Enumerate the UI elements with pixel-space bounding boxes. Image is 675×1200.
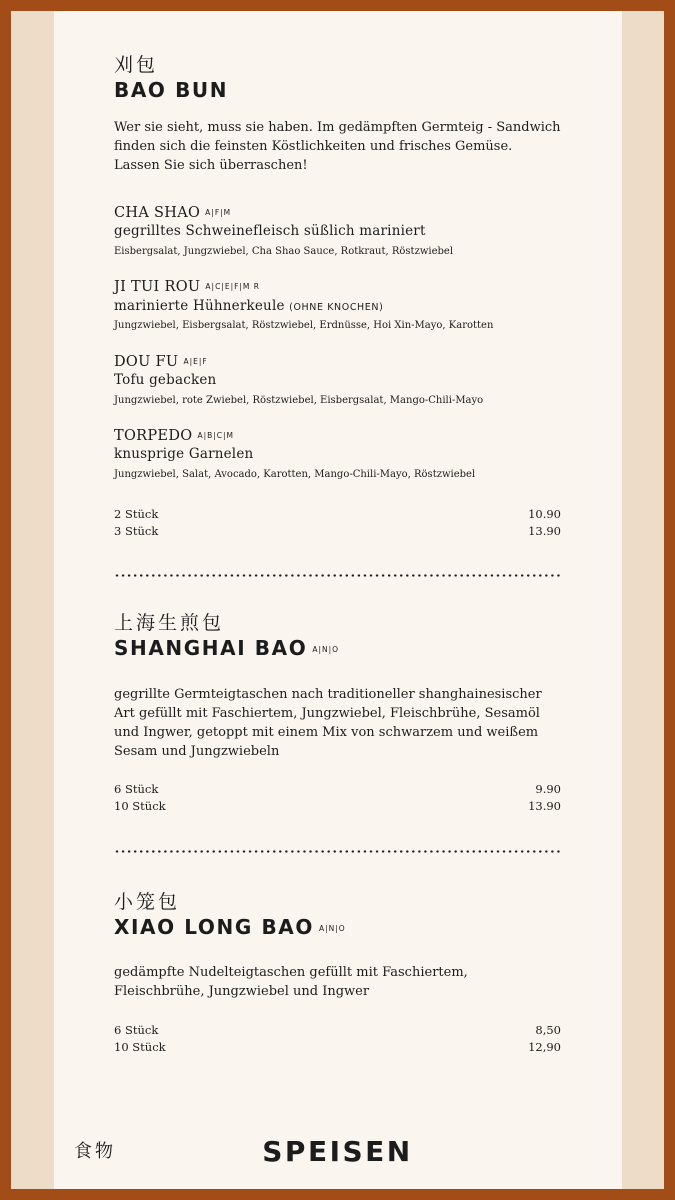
xiao-long-bao-title-text: XIAO LONG BAO: [114, 915, 314, 939]
shanghai-bao-title-text: SHANGHAI BAO: [114, 636, 308, 660]
menu-item-ingredients: Jungzwiebel, Eisbergsalat, Röstzwiebel, Erdnüsse, Hoi Xin-Mayo, Karotten: [114, 320, 494, 331]
bao-bun-title-text: BAO BUN: [114, 78, 229, 102]
item-name-text: CHA SHAO: [114, 205, 201, 221]
price-row: [114, 509, 561, 521]
xiao-long-bao-title: [114, 917, 346, 937]
price-value: 9.90: [535, 782, 561, 796]
menu-item-name: [114, 280, 260, 295]
xiao-long-bao-chinese-title: 小笼包: [114, 891, 181, 913]
price-row: [114, 784, 561, 796]
xiao-long-bao-description: gedämpfte Nudelteigtaschen gefüllt mit Faschiertem, Fleischbrühe, Jungzwiebel und Ingwer: [114, 965, 468, 999]
menu-item-ingredients: Jungzwiebel, Salat, Avocado, Karotten, Mango-Chili-Mayo, Röstzwiebel: [114, 469, 476, 480]
item-desc-text: gegrilltes Schweinefleisch süßlich mariniert: [114, 223, 426, 239]
allergen-codes: A|N|O: [318, 923, 346, 933]
bao-bun-title: [114, 80, 228, 100]
menu-item-ingredients: Eisbergsalat, Jungzwiebel, Cha Shao Sauce, Rotkraut, Röstzwiebel: [114, 246, 454, 257]
price-value: 13.90: [528, 799, 561, 813]
allergen-codes: A|B|C|M: [197, 431, 235, 441]
menu-item-description: [114, 374, 216, 388]
price-row: [114, 801, 561, 813]
allergen-codes: A|C|E|F|M R: [205, 282, 260, 292]
price-value: 8,50: [535, 1023, 561, 1037]
price-value: 10.90: [528, 507, 561, 521]
allergen-codes: A|N|O: [312, 644, 340, 654]
price-row: [114, 526, 561, 538]
item-name-text: DOU FU: [114, 354, 179, 370]
price-value: 13.90: [528, 524, 561, 538]
item-desc-text: Tofu gebacken: [114, 372, 217, 388]
bao-bun-intro: Wer sie sieht, muss sie haben. Im gedämpften Germteig - Sandwich finden sich die feinsten Köstlichkeiten und frisches Gemüse. Lassen Sie sich überraschen!: [114, 120, 561, 173]
portion-label: 6 Stück: [114, 1023, 159, 1037]
portion-label: 10 Stück: [114, 1040, 166, 1054]
menu-item-name: [114, 206, 231, 221]
allergen-codes: A|E|F: [183, 357, 208, 367]
footer-chinese-label: 食物: [74, 1141, 116, 1162]
footer-title: SPEISEN: [262, 1135, 413, 1168]
portion-label: 3 Stück: [114, 524, 159, 538]
price-value: 12,90: [528, 1040, 561, 1054]
shanghai-bao-description: gegrillte Germteigtaschen nach traditioneller shanghainesischer Art gefüllt mit Faschiertem, Jungzwiebel, Fleischbrühe, Sesamöl und Ingwer, getoppt mit einem Mix von schwarzem und weißem Sesam und Jungzwiebeln: [114, 687, 542, 759]
allergen-codes: A|F|M: [205, 208, 232, 218]
portion-label: 10 Stück: [114, 799, 166, 813]
menu-item-ingredients: Jungzwiebel, rote Zwiebel, Röstzwiebel, Eisbergsalat, Mango-Chili-Mayo: [114, 395, 484, 406]
dotted-divider: [114, 574, 561, 577]
item-desc-text: knusprige Garnelen: [114, 446, 254, 462]
menu-item-description: [114, 300, 383, 314]
price-row: [114, 1042, 561, 1054]
bao-bun-chinese-title: 刈包: [114, 54, 159, 76]
portion-label: 6 Stück: [114, 782, 159, 796]
item-desc-text: marinierte Hühnerkeule: [114, 298, 285, 314]
dotted-divider: [114, 850, 561, 853]
item-name-text: JI TUI ROU: [114, 279, 201, 295]
price-row: [114, 1025, 561, 1037]
item-name-text: TORPEDO: [114, 428, 193, 444]
item-note: (OHNE KNOCHEN): [289, 302, 384, 313]
menu-page: [54, 11, 622, 1189]
shanghai-bao-chinese-title: 上海生煎包: [114, 612, 225, 634]
menu-item-name: [114, 355, 208, 370]
portion-label: 2 Stück: [114, 507, 159, 521]
menu-item-description: [114, 225, 426, 239]
shanghai-bao-title: [114, 638, 339, 658]
menu-item-description: [114, 448, 253, 462]
menu-item-name: [114, 429, 234, 444]
